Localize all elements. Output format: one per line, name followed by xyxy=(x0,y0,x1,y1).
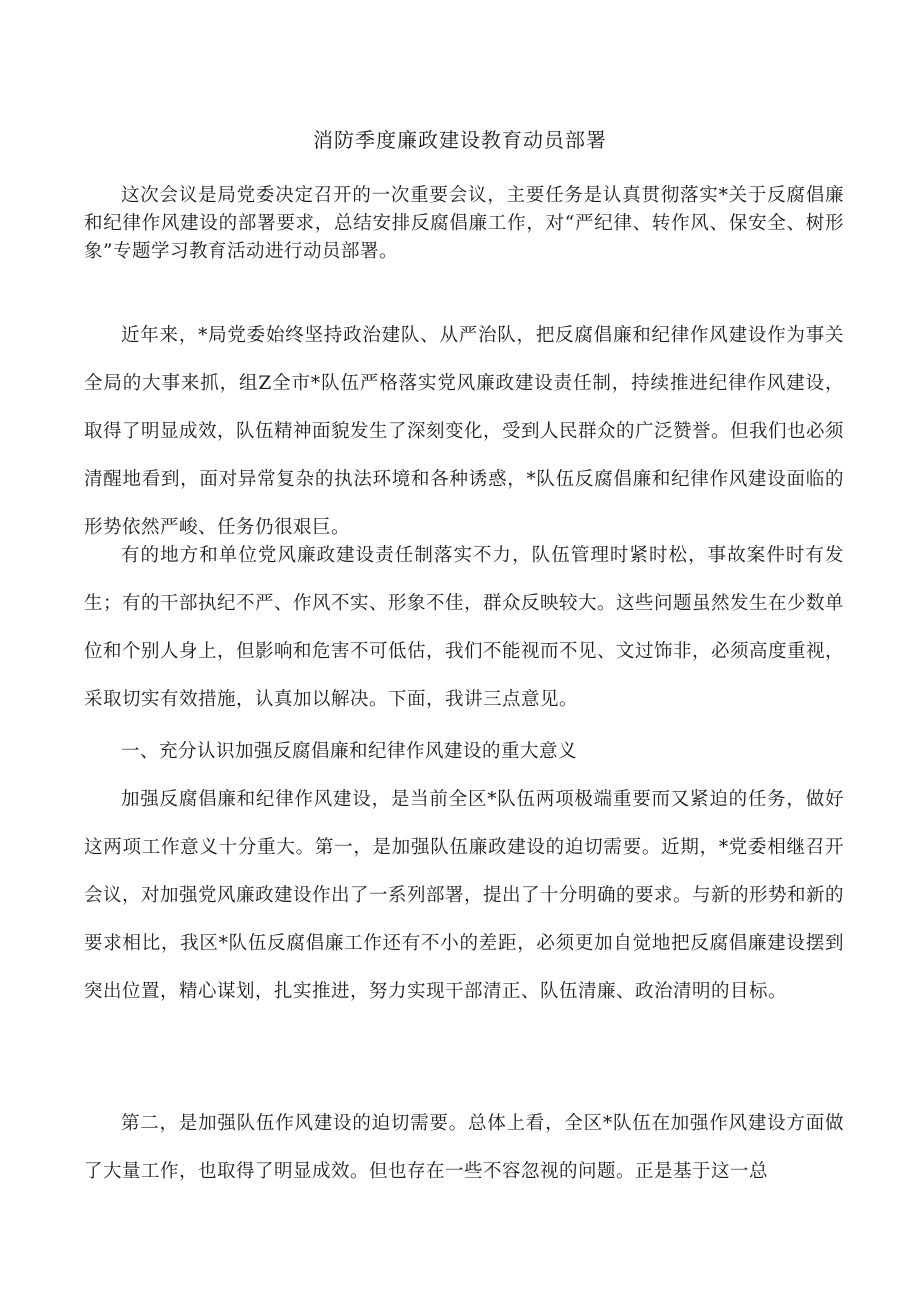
paragraph-intro: 这次会议是局党委决定召开的一次重要会议，主要任务是认真贯彻落实*关于反腐倡廉和纪律作风建设的部署要求，总结安排反腐倡廉工作，对“严纪律、转作风、保安全、树形象”专题学习教育活动进行动员部署。 xyxy=(84,185,844,262)
paragraph-recent-years: 近年来，*局党委始终坚持政治建队、从严治队，把反腐倡廉和纪律作风建设作为事关全局的大事来抓，组Z全市*队伍严格落实党风廉政建设责任制，持续推进纪律作风建设，取得了明显成效，队伍精神面貌发生了深刻变化，受到人民群众的广泛赞誉。但我们也必须清醒地看到，面对异常复杂的执法环境和各种诱惑，*队伍反腐倡廉和纪律作风建设面临的形势依然严峻、任务仍很艰巨。 xyxy=(84,325,845,538)
section-heading-1: 一、充分认识加强反腐倡廉和纪律作风建设的重大意义 xyxy=(121,741,578,762)
document-title: 消防季度廉政建设教育动员部署 xyxy=(313,128,607,152)
paragraph-second-point: 第二，是加强队伍作风建设的迫切需要。总体上看，全区*队伍在加强作风建设方面做了大量工作，也取得了明显成效。但也存在一些不容忽视的问题。正是基于这一总 xyxy=(84,1113,844,1182)
paragraph-significance: 加强反腐倡廉和纪律作风建设，是当前全区*队伍两项极端重要而又紧迫的任务，做好这两项工作意义十分重大。第一，是加强队伍廉政建设的迫切需要。近期，*党委相继召开会议，对加强党风廉政建设作出了一系列部署，提出了十分明确的要求。与新的形势和新的要求相比，我区*队伍反腐倡廉工作还有不小的差距，必须更加自觉地把反腐倡廉建设摆到突出位置，精心谋划，扎实推进，努力实现干部清正、队伍清廉、政治清明的目标。 xyxy=(84,789,845,1002)
paragraph-problems: 有的地方和单位党风廉政建设责任制落实不力，队伍管理时紧时松，事故案件时有发生；有的干部执纪不严、作风不实、形象不佳，群众反映较大。这些问题虽然发生在少数单位和个别人身上，但影响和危害不可低估，我们不能视而不见、文过饰非，必须高度重视，采取切实有效措施，认真加以解决。下面，我讲三点意见。 xyxy=(84,545,845,710)
